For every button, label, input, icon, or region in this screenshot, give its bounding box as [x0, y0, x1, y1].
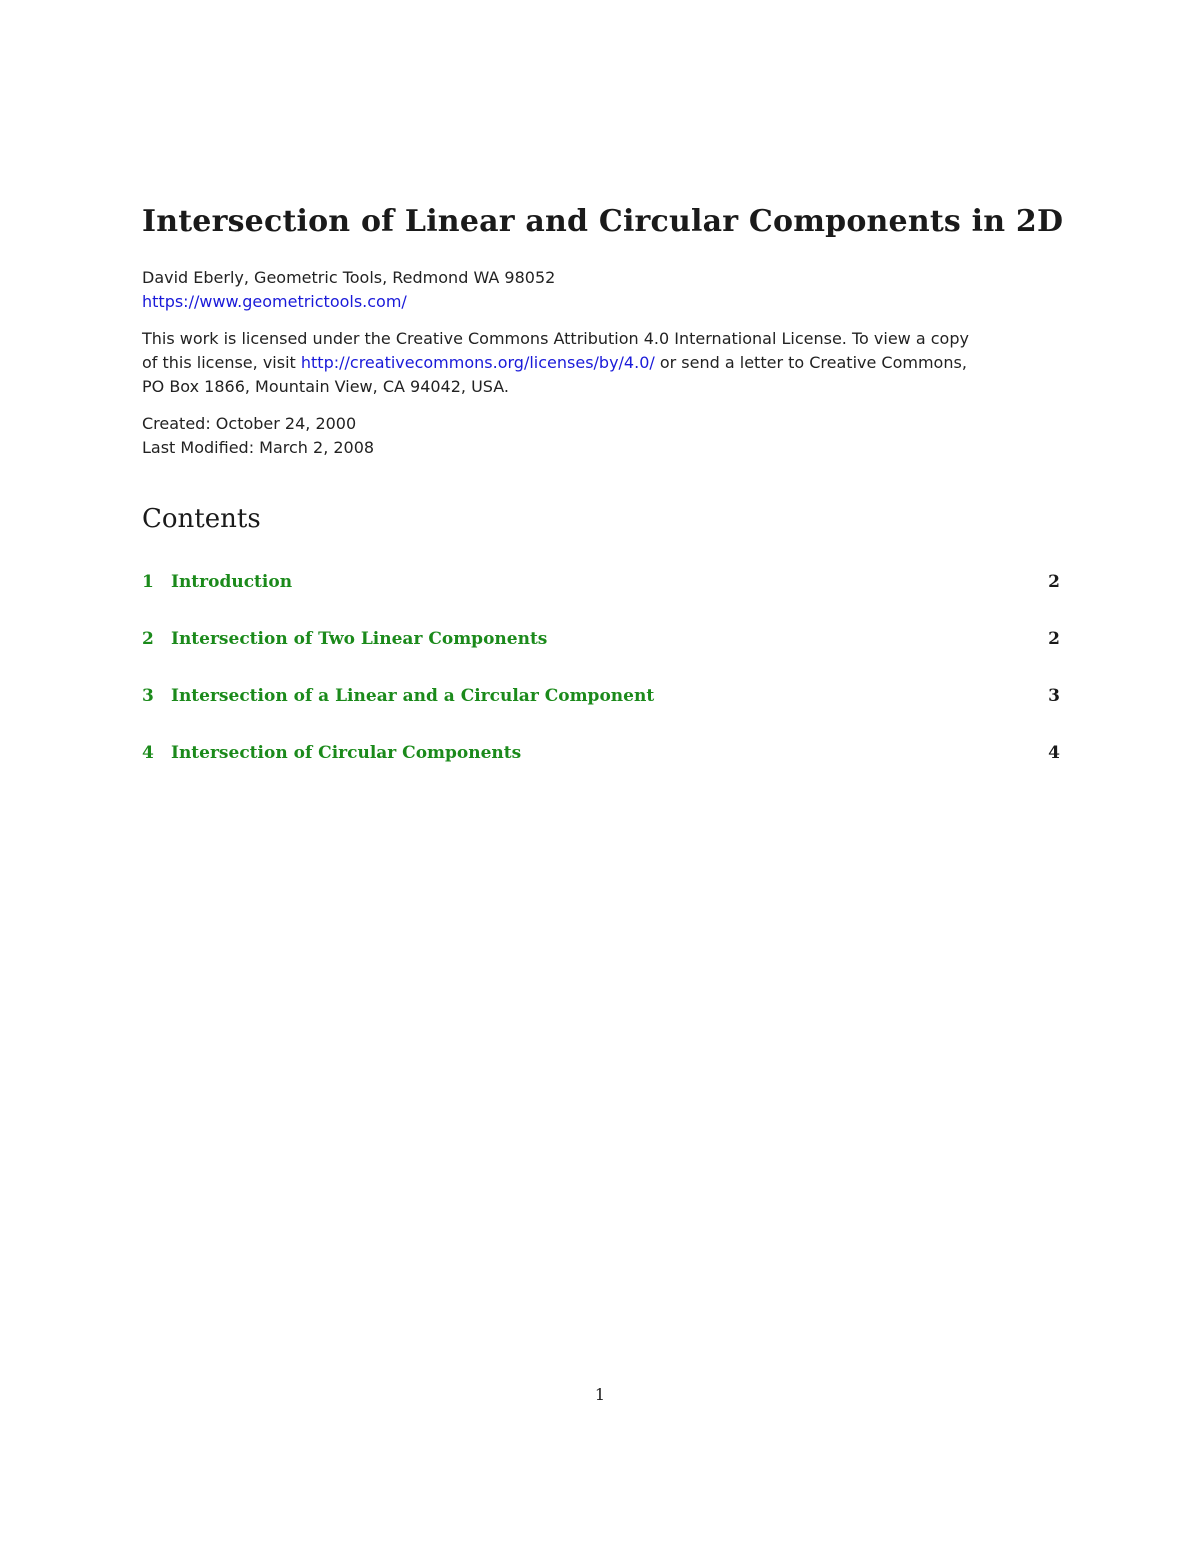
document-title: Intersection of Linear and Circular Components in 2D	[142, 204, 1064, 239]
author-line: David Eberly, Geometric Tools, Redmond WA 98052	[142, 268, 556, 287]
toc-entry-number: 2	[142, 629, 154, 649]
toc-entry-title: Introduction	[171, 572, 293, 592]
toc-entry-number: 3	[142, 686, 154, 706]
license-line-3: PO Box 1866, Mountain View, CA 94042, USA.	[142, 377, 509, 396]
toc-entry-title: Intersection of Two Linear Components	[171, 629, 548, 649]
toc-entry-linear-circular[interactable]	[142, 682, 1060, 739]
contents-heading: Contents	[142, 504, 261, 534]
license-paragraph	[142, 327, 1060, 399]
toc-entry-number: 1	[142, 572, 154, 592]
created-date: Created: October 24, 2000	[142, 414, 357, 433]
license-line-2	[142, 351, 1060, 375]
author-website-link[interactable]: https://www.geometrictools.com/	[142, 292, 407, 311]
toc-entry-circular[interactable]	[142, 739, 1060, 796]
toc-entry-introduction[interactable]	[142, 568, 1060, 625]
author-url-line	[142, 290, 1060, 314]
toc-entry-page: 4	[1048, 743, 1060, 763]
table-of-contents	[142, 568, 1060, 796]
toc-entry-page: 2	[1048, 629, 1060, 649]
license-text-before-link: of this license, visit	[142, 353, 301, 372]
page-number: 1	[594, 1385, 606, 1404]
toc-entry-page: 3	[1048, 686, 1060, 706]
license-line-1: This work is licensed under the Creative Commons Attribution 4.0 International License. To view a copy	[142, 329, 969, 348]
modified-date: Last Modified: March 2, 2008	[142, 438, 375, 457]
toc-entry-two-linear[interactable]	[142, 625, 1060, 682]
license-text-after-link: or send a letter to Creative Commons,	[654, 353, 967, 372]
toc-entry-page: 2	[1048, 572, 1060, 592]
toc-entry-title: Intersection of a Linear and a Circular Component	[171, 686, 655, 706]
toc-entry-number: 4	[142, 743, 154, 763]
license-link[interactable]: http://creativecommons.org/licenses/by/4.0/	[300, 353, 655, 372]
author-block	[142, 266, 1060, 314]
toc-entry-title: Intersection of Circular Components	[171, 743, 522, 763]
dates-block	[142, 412, 1060, 460]
